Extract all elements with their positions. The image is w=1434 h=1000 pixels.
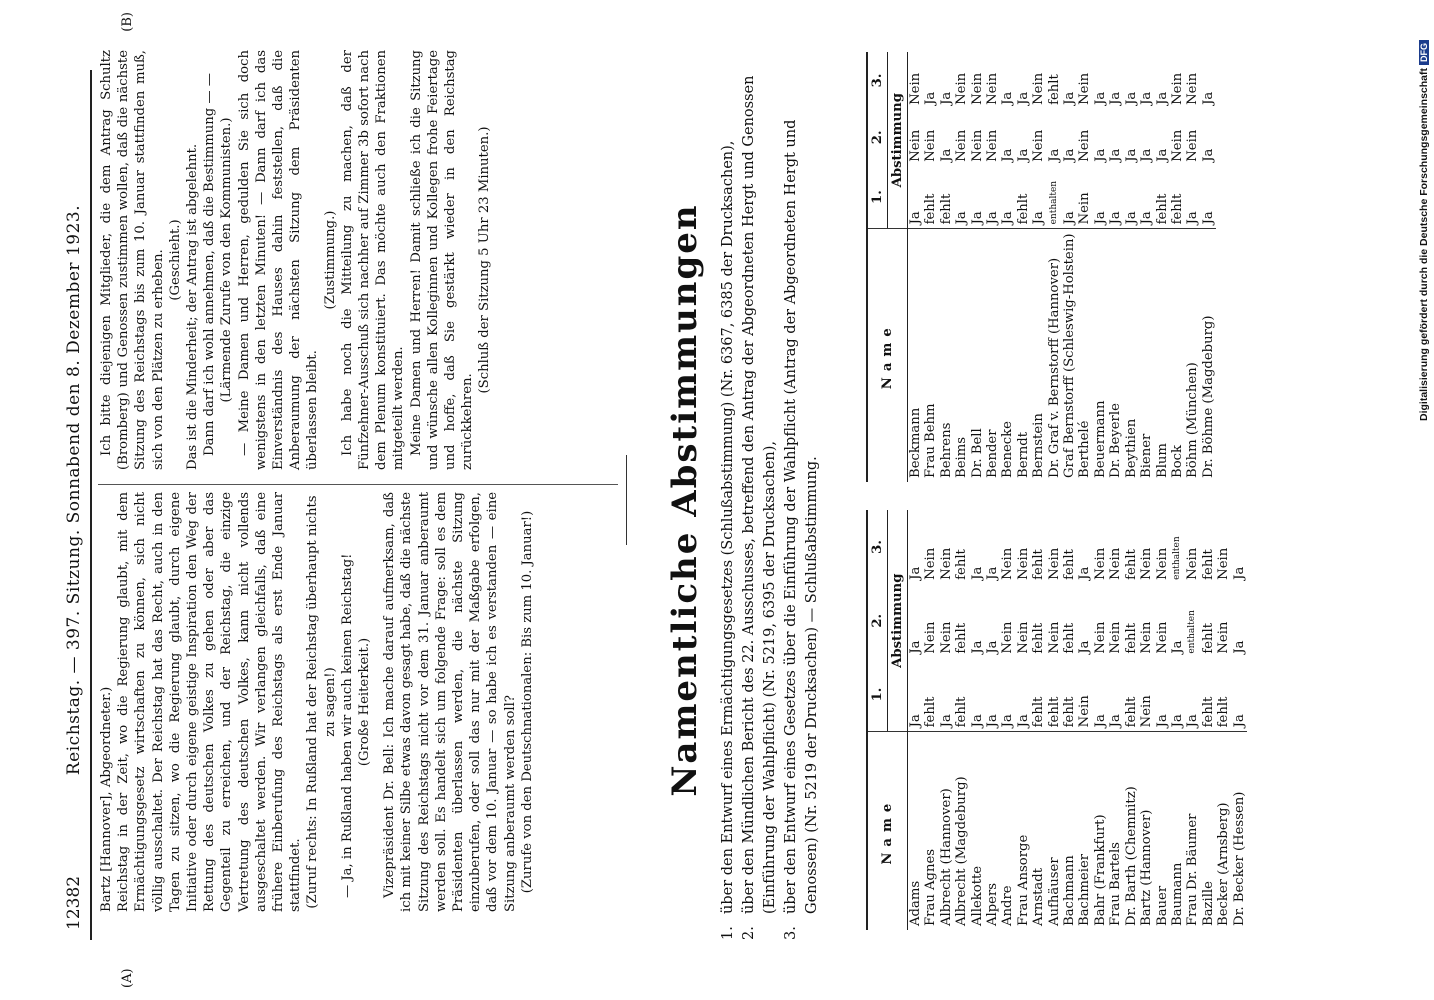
- vote-cell: Nein: [923, 129, 939, 162]
- page-header: [64, 40, 90, 940]
- table-row: [954, 52, 969, 482]
- vote-cell: Nein: [969, 129, 985, 162]
- header-rule: [90, 70, 92, 940]
- vote-cell: Nein: [1092, 621, 1108, 654]
- member-name: Bauer: [1155, 732, 1170, 930]
- vote-cell: Nein: [908, 72, 923, 105]
- vote-cell: Ja: [908, 640, 923, 654]
- member-name: Beims: [954, 229, 969, 482]
- member-name: Alpers: [985, 732, 1000, 930]
- table-row: [939, 510, 954, 930]
- paragraph: (Zustimmung.): [322, 210, 338, 310]
- table-row: [1201, 52, 1216, 482]
- table-row: [954, 510, 969, 930]
- vote-cell: Ja: [985, 714, 1001, 728]
- table-row: [1000, 510, 1015, 930]
- table-row: [1155, 52, 1170, 482]
- member-name: Bachmann: [1062, 732, 1077, 930]
- col-3-header: 3.: [867, 52, 888, 109]
- table-row: [1077, 510, 1092, 930]
- table-row: [1170, 510, 1185, 930]
- table-row: [1216, 510, 1231, 930]
- member-name: Bahr (Frankfurt): [1093, 732, 1108, 930]
- table-row: [1185, 510, 1200, 930]
- vote-cell: fehlt: [923, 193, 939, 225]
- vote-cell: Ja: [1139, 91, 1155, 105]
- vote-cell: Nein: [923, 621, 939, 654]
- digitization-credit: [1418, 0, 1430, 1000]
- member-name: Becker (Arnsberg): [1216, 732, 1231, 930]
- vote-cell: Nein: [1077, 129, 1093, 162]
- margin-marker-a: (A): [120, 968, 135, 988]
- table-row: [1170, 52, 1185, 482]
- member-name: Benecke: [1000, 229, 1015, 482]
- member-name: Bazille: [1201, 732, 1216, 930]
- table-row: [1016, 510, 1031, 930]
- member-name: Baumann: [1170, 732, 1185, 930]
- margin-marker-b: (B): [120, 12, 135, 32]
- table-row: [923, 510, 938, 930]
- vote-cell: fehlt: [1015, 193, 1031, 225]
- left-text-column: [98, 492, 536, 912]
- table-row: [1062, 510, 1077, 930]
- vote-cell: Nein: [1185, 547, 1201, 580]
- table-row: [1201, 510, 1216, 930]
- member-name: Bender: [985, 229, 1000, 482]
- member-name: Böhm (München): [1185, 229, 1200, 482]
- vote-cell: Ja: [908, 566, 923, 580]
- vote-cell: Ja: [1154, 91, 1170, 105]
- vote-cell: Nein: [1108, 547, 1124, 580]
- vote-topic: [718, 60, 739, 940]
- col-2-header: 2.: [867, 584, 888, 658]
- table-row: [1047, 52, 1062, 482]
- member-name: Dr. Becker (Hessen): [1232, 732, 1247, 930]
- vote-cell: Ja: [1046, 148, 1062, 162]
- table-row: [1155, 510, 1170, 930]
- vote-cell: Ja: [969, 211, 985, 225]
- vote-cell: Ja: [923, 91, 939, 105]
- paragraph: (Schluß der Sitzung 5 Uhr 23 Minuten.): [477, 126, 493, 394]
- vote-cell: Ja: [1185, 714, 1201, 728]
- col-1-header: 1.: [867, 166, 888, 229]
- vote-cell: Ja: [1000, 211, 1016, 225]
- paragraph: Vizepräsident Dr. Bell: Ich mache darauf aufmerksam, daß ich mit keiner Silbe etwas davon gesagt habe, daß die nächste Sitzung des Reichstags nicht vor dem 31. Januar anberaumt werden soll. Es handelt sich um folgende Frage: soll es dem Präsidenten überlassen werden, die nächste Sitzung einzuberufen, oder soll das nur mit der Maßgabe erfolgen, daß vor dem 10. Januar — so habe ich es verstanden — eine Sitzung anberaumt werden soll?: [382, 492, 518, 912]
- paragraph: (Lärmende Zurufe von den Kommunisten.): [219, 117, 235, 403]
- member-name: Albrecht (Magdeburg): [954, 732, 969, 930]
- column-divider: [98, 484, 618, 485]
- vote-cell: fehlt: [954, 549, 970, 580]
- member-name: Behrens: [939, 229, 954, 482]
- vote-cell: fehlt: [1031, 622, 1047, 654]
- vote-cell: Ja: [1000, 148, 1016, 162]
- vote-cell: Ja: [1031, 211, 1047, 225]
- member-name: Arnstadt: [1031, 732, 1046, 930]
- abstimmung-header: Abstimmung: [888, 52, 908, 229]
- vote-topic: [781, 60, 823, 940]
- member-name: Blum: [1155, 229, 1170, 482]
- vote-cell: Ja: [1077, 566, 1093, 580]
- vote-cell: fehlt: [1062, 696, 1078, 728]
- section-divider: [626, 455, 627, 545]
- vote-cell: enthalten: [1171, 536, 1182, 580]
- table-row: [1047, 510, 1062, 930]
- vote-cell: fehlt: [1046, 74, 1062, 105]
- vote-cell: fehlt: [954, 696, 970, 728]
- table-row: [985, 52, 1000, 482]
- page-number: 12382: [64, 875, 84, 930]
- vote-cell: fehlt: [1200, 549, 1216, 580]
- vote-cell: Nein: [1169, 129, 1185, 162]
- member-name: Bock: [1170, 229, 1185, 482]
- member-name: Bachmeier: [1077, 732, 1092, 930]
- vote-cell: Ja: [1169, 640, 1185, 654]
- vote-cell: Nein: [1108, 621, 1124, 654]
- paragraph: (Zurufe von den Deutschnationalen: Bis zum 10. Januar!): [519, 510, 535, 894]
- vote-cell: Ja: [1062, 148, 1078, 162]
- table-row: [1031, 510, 1046, 930]
- table-row: [939, 52, 954, 482]
- vote-cell: Ja: [1169, 714, 1185, 728]
- table-row: [1093, 510, 1108, 930]
- paragraph: (Große Heiterkeit.): [357, 637, 373, 767]
- col-1-header: 1.: [867, 658, 888, 732]
- member-name: Adams: [908, 732, 924, 930]
- vote-cell: Nein: [1077, 192, 1093, 225]
- vote-cell: Ja: [1108, 714, 1124, 728]
- vote-cell: Nein: [954, 129, 970, 162]
- table-row: [1093, 52, 1108, 482]
- member-name: Berthelé: [1077, 229, 1092, 482]
- vote-cell: Nein: [1000, 621, 1016, 654]
- vote-cell: Ja: [1108, 211, 1124, 225]
- vote-cell: fehlt: [1046, 696, 1062, 728]
- vote-cell: Ja: [1092, 148, 1108, 162]
- abstimmung-header: Abstimmung: [888, 510, 908, 732]
- vote-cell: Ja: [1015, 148, 1031, 162]
- credit-text: Digitalisierung gefördert durch die Deutsche Forschungsgemeinschaft: [1418, 68, 1430, 421]
- member-name: Biener: [1139, 229, 1154, 482]
- member-name: Dr. Beyerle: [1108, 229, 1123, 482]
- table-row: [908, 510, 924, 930]
- vote-cell: Nein: [954, 72, 970, 105]
- member-name: Berndt: [1016, 229, 1031, 482]
- table-row: [1124, 510, 1139, 930]
- member-name: Dr. Böhme (Magdeburg): [1201, 229, 1216, 482]
- vote-cell: Ja: [1092, 91, 1108, 105]
- paragraph: Ich bitte diejenigen Mitglieder, die dem Antrag Schultz (Bromberg) und Genossen zustimmen wollen, daß die nächste Sitzung des Reichstags bis zum 10. Januar stattfinden muß, sich von den Plätzen zu erheben.: [99, 50, 166, 470]
- vote-cell: fehlt: [1200, 696, 1216, 728]
- vote-topic-text: über den Entwurf eines Gesetzes über die Einführung der Wahlpflicht (Antrag der Abgeordneten Hergt und Genossen) (Nr. 5219 der Drucksachen) — Schlußabstimmung.: [783, 119, 820, 914]
- vote-cell: Nein: [1154, 547, 1170, 580]
- vote-cell: Nein: [1046, 547, 1062, 580]
- right-text-column: [98, 50, 494, 470]
- vote-cell: Ja: [1200, 148, 1216, 162]
- paragraph: Das ist die Minderheit; der Antrag ist abgelehnt.: [185, 143, 201, 470]
- vote-topic: [739, 60, 781, 940]
- vote-cell: Ja: [1154, 148, 1170, 162]
- vote-cell: Nein: [1154, 621, 1170, 654]
- table-row: [1139, 52, 1154, 482]
- vote-cell: fehlt: [1062, 622, 1078, 654]
- member-name: Frau Bartels: [1108, 732, 1123, 930]
- vote-cell: Ja: [985, 640, 1001, 654]
- vote-cell: Nein: [938, 547, 954, 580]
- vote-cell: fehlt: [1154, 193, 1170, 225]
- vote-cell: Ja: [938, 714, 954, 728]
- vote-cell: Ja: [1139, 148, 1155, 162]
- member-name: Aufhäuser: [1047, 732, 1062, 930]
- vote-topics-list: [718, 60, 823, 940]
- vote-cell: Ja: [1154, 714, 1170, 728]
- vote-topic-text: über den Mündlichen Bericht des 22. Ausschusses, betreffend den Antrag der Abgeordneten Hergt und Genossen (Einführung der Wahlpflicht) (Nr. 5219, 6395 der Drucksachen),: [741, 75, 778, 914]
- vote-cell: Nein: [1092, 547, 1108, 580]
- table-row: [1139, 510, 1154, 930]
- vote-cell: Ja: [1108, 91, 1124, 105]
- paragraph: (Zuruf rechts: In Rußland hat der Reichstag überhaupt nichts zu sagen!): [305, 495, 338, 909]
- member-name: Frau Dr. Bäumer: [1185, 732, 1200, 930]
- vote-cell: fehlt: [938, 193, 954, 225]
- table-row: [1124, 52, 1139, 482]
- vote-cell: Ja: [1108, 148, 1124, 162]
- paragraph: Ich habe noch die Mitteilung zu machen, daß der Fünfzehner-Ausschuß sich nachher auf Zimmer 3b sofort nach dem Plenum konstituiert. Das möchte auch den Fraktionen mitgeteilt werden.: [339, 50, 407, 470]
- col-2-header: 2.: [867, 109, 888, 166]
- vote-cell: Ja: [1185, 211, 1201, 225]
- vote-cell: Ja: [1000, 91, 1016, 105]
- table-row: [1062, 52, 1077, 482]
- vote-cell: Ja: [1092, 714, 1108, 728]
- vote-cell: Nein: [1139, 547, 1155, 580]
- vote-cell: Nein: [1000, 547, 1016, 580]
- table-row: [1031, 52, 1046, 482]
- table-row: [1077, 52, 1092, 482]
- vote-cell: Ja: [1062, 211, 1078, 225]
- name-header: Name: [867, 229, 908, 482]
- vote-cell: fehlt: [1169, 193, 1185, 225]
- member-name: Albrecht (Hannover): [939, 732, 954, 930]
- vote-cell: Nein: [1046, 621, 1062, 654]
- paragraph: — Meine Damen und Herren, gedulden Sie sich doch wenigstens in den letzten Minuten! — Dann darf ich das Einverständnis des Hauses dahin feststellen, daß die Anberaumung der nächsten Sitzung dem Präsidenten überlassen bleibt.: [236, 50, 321, 470]
- vote-cell: Ja: [938, 91, 954, 105]
- vote-cell: Ja: [1200, 91, 1216, 105]
- vote-cell: fehlt: [954, 622, 970, 654]
- vote-cell: Nein: [923, 547, 939, 580]
- vote-topic-number: 1.: [720, 926, 736, 940]
- member-name: Bartz (Hannover): [1139, 732, 1154, 930]
- table-row: [970, 52, 985, 482]
- section-title: Namentliche Abstimmungen: [665, 203, 705, 797]
- vote-cell: Nein: [1015, 621, 1031, 654]
- table-row: [908, 52, 924, 482]
- vote-cell: Nein: [1077, 72, 1093, 105]
- vote-cell: Nein: [1077, 695, 1093, 728]
- vote-cell: Ja: [1123, 211, 1139, 225]
- vote-topic-number: 3.: [783, 926, 799, 940]
- vote-cell: fehlt: [1123, 696, 1139, 728]
- vote-cell: fehlt: [1123, 549, 1139, 580]
- vote-cell: Ja: [1231, 640, 1247, 654]
- member-name: Frau Agnes: [923, 732, 938, 930]
- vote-cell: Ja: [985, 211, 1001, 225]
- vote-cell: Nein: [1216, 621, 1232, 654]
- table-row: [970, 510, 985, 930]
- vote-cell: Ja: [1231, 714, 1247, 728]
- vote-cell: Ja: [969, 640, 985, 654]
- table-row: [923, 52, 938, 482]
- vote-topic-number: 2.: [741, 926, 757, 940]
- table-row: [1185, 52, 1200, 482]
- vote-cell: fehlt: [1031, 696, 1047, 728]
- vote-cell: Ja: [908, 211, 923, 225]
- paragraph: Reichstag in der Zeit, wo die Regierung glaubt, mit dem Ermächtigungsgesetz wirtschaften zu können, sich nicht völlig ausschaltet. Der Reichstag hat das Recht, auch in den Tagen zu sitzen, wo die Regierung glaubt, durch eigene Initiative oder durch eigene geistige Inspiration den Weg der Rettung des deutschen Volkes zu gehen oder aber das Gegenteil zu erreichen, und der Reichstag, die einzige Vertretung des deutschen Volkes, kann nicht vollends ausgeschaltet werden. Wir verlangen gleichfalls, daß eine frühere Einberufung des Reichstags als erst Ende Januar stattfindet.: [116, 492, 304, 912]
- vote-cell: Nein: [1139, 695, 1155, 728]
- member-name: Beckmann: [908, 229, 924, 482]
- member-name: Andre: [1000, 732, 1015, 930]
- vote-cell: Ja: [1077, 640, 1093, 654]
- vote-cell: fehlt: [1062, 549, 1078, 580]
- paragraph: Dann darf ich wohl annehmen, daß die Bestimmung — —: [202, 73, 218, 456]
- vote-cell: Ja: [969, 714, 985, 728]
- member-name: Dr. Graf v. Bernstorff (Hannover): [1047, 229, 1062, 482]
- vote-cell: Ja: [985, 566, 1001, 580]
- member-name: Beythien: [1124, 229, 1139, 482]
- vote-cell: Ja: [1231, 566, 1247, 580]
- vote-cell: Nein: [908, 129, 923, 162]
- vote-cell: Ja: [1092, 211, 1108, 225]
- paragraph: Bartz [Hannover], Abgeordneter.): [99, 686, 114, 912]
- member-name: Frau Behm: [923, 229, 938, 482]
- vote-cell: Ja: [1123, 148, 1139, 162]
- vote-cell: Nein: [1169, 72, 1185, 105]
- vote-cell: Ja: [1015, 714, 1031, 728]
- member-name: Dr. Barth (Chemnitz): [1124, 732, 1139, 930]
- member-name: Dr. Bell: [970, 229, 985, 482]
- vote-cell: Nein: [938, 621, 954, 654]
- vote-cell: Ja: [1139, 211, 1155, 225]
- col-3-header: 3.: [867, 510, 888, 584]
- name-header: Name: [867, 732, 908, 930]
- paragraph: (Geschieht.): [167, 219, 183, 301]
- table-row: [1232, 510, 1247, 930]
- vote-cell: Ja: [1123, 91, 1139, 105]
- vote-cell: Nein: [1139, 621, 1155, 654]
- paragraph: — Ja, in Rußland haben wir auch keinen Reichstag!: [339, 553, 355, 898]
- vote-cell: enthalten: [1187, 610, 1198, 654]
- vote-cell: Ja: [954, 211, 970, 225]
- vote-cell: Nein: [985, 129, 1001, 162]
- vote-cell: fehlt: [1200, 622, 1216, 654]
- vote-cell: Ja: [938, 148, 954, 162]
- vote-cell: Nein: [1185, 72, 1201, 105]
- dfg-logo: DFG: [1419, 40, 1429, 65]
- vote-cell: Ja: [1000, 714, 1016, 728]
- vote-cell: Ja: [1200, 211, 1216, 225]
- table-row: [1016, 52, 1031, 482]
- member-name: Graf Bernstorff (Schleswig-Holstein): [1062, 229, 1077, 482]
- vote-cell: Nein: [1216, 547, 1232, 580]
- vote-cell: fehlt: [923, 696, 939, 728]
- vote-cell: Nein: [985, 72, 1001, 105]
- vote-cell: Nein: [969, 72, 985, 105]
- table-row: [985, 510, 1000, 930]
- vote-cell: fehlt: [1216, 696, 1232, 728]
- vote-cell: Nein: [1185, 129, 1201, 162]
- vote-table-2: [866, 52, 1216, 482]
- table-row: [1000, 52, 1015, 482]
- vote-cell: Nein: [1031, 72, 1047, 105]
- vote-cell: Ja: [908, 714, 923, 728]
- vote-table-1: [866, 510, 1247, 930]
- member-name: Beuermann: [1093, 229, 1108, 482]
- member-name: Bernstein: [1031, 229, 1046, 482]
- vote-cell: Ja: [969, 566, 985, 580]
- vote-topic-text: über den Entwurf eines Ermächtigungsgesetzes (Schlußabstimmung) (Nr. 6367, 6385 der Drucksachen),: [720, 140, 736, 914]
- running-head: Reichstag. — 397. Sitzung. Sonnabend den 8. Dezember 1923.: [64, 204, 84, 776]
- vote-cell: Ja: [1015, 91, 1031, 105]
- vote-cell: fehlt: [1123, 622, 1139, 654]
- table-row: [1108, 510, 1123, 930]
- vote-cell: fehlt: [1031, 549, 1047, 580]
- vote-cell: Nein: [1031, 129, 1047, 162]
- vote-cell: Nein: [1015, 547, 1031, 580]
- table-row: [1108, 52, 1123, 482]
- member-name: Allekotte: [970, 732, 985, 930]
- member-name: Frau Ansorge: [1016, 732, 1031, 930]
- paragraph: Meine Damen und Herren! Damit schließe ich die Sitzung und wünsche allen Kolleginnen und Kollegen frohe Feiertage und hoffe, daß Sie gestärkt wieder in den Reichstag zurückkehren.: [408, 50, 476, 470]
- vote-cell: Ja: [1062, 91, 1078, 105]
- vote-cell: enthalten: [1048, 180, 1059, 225]
